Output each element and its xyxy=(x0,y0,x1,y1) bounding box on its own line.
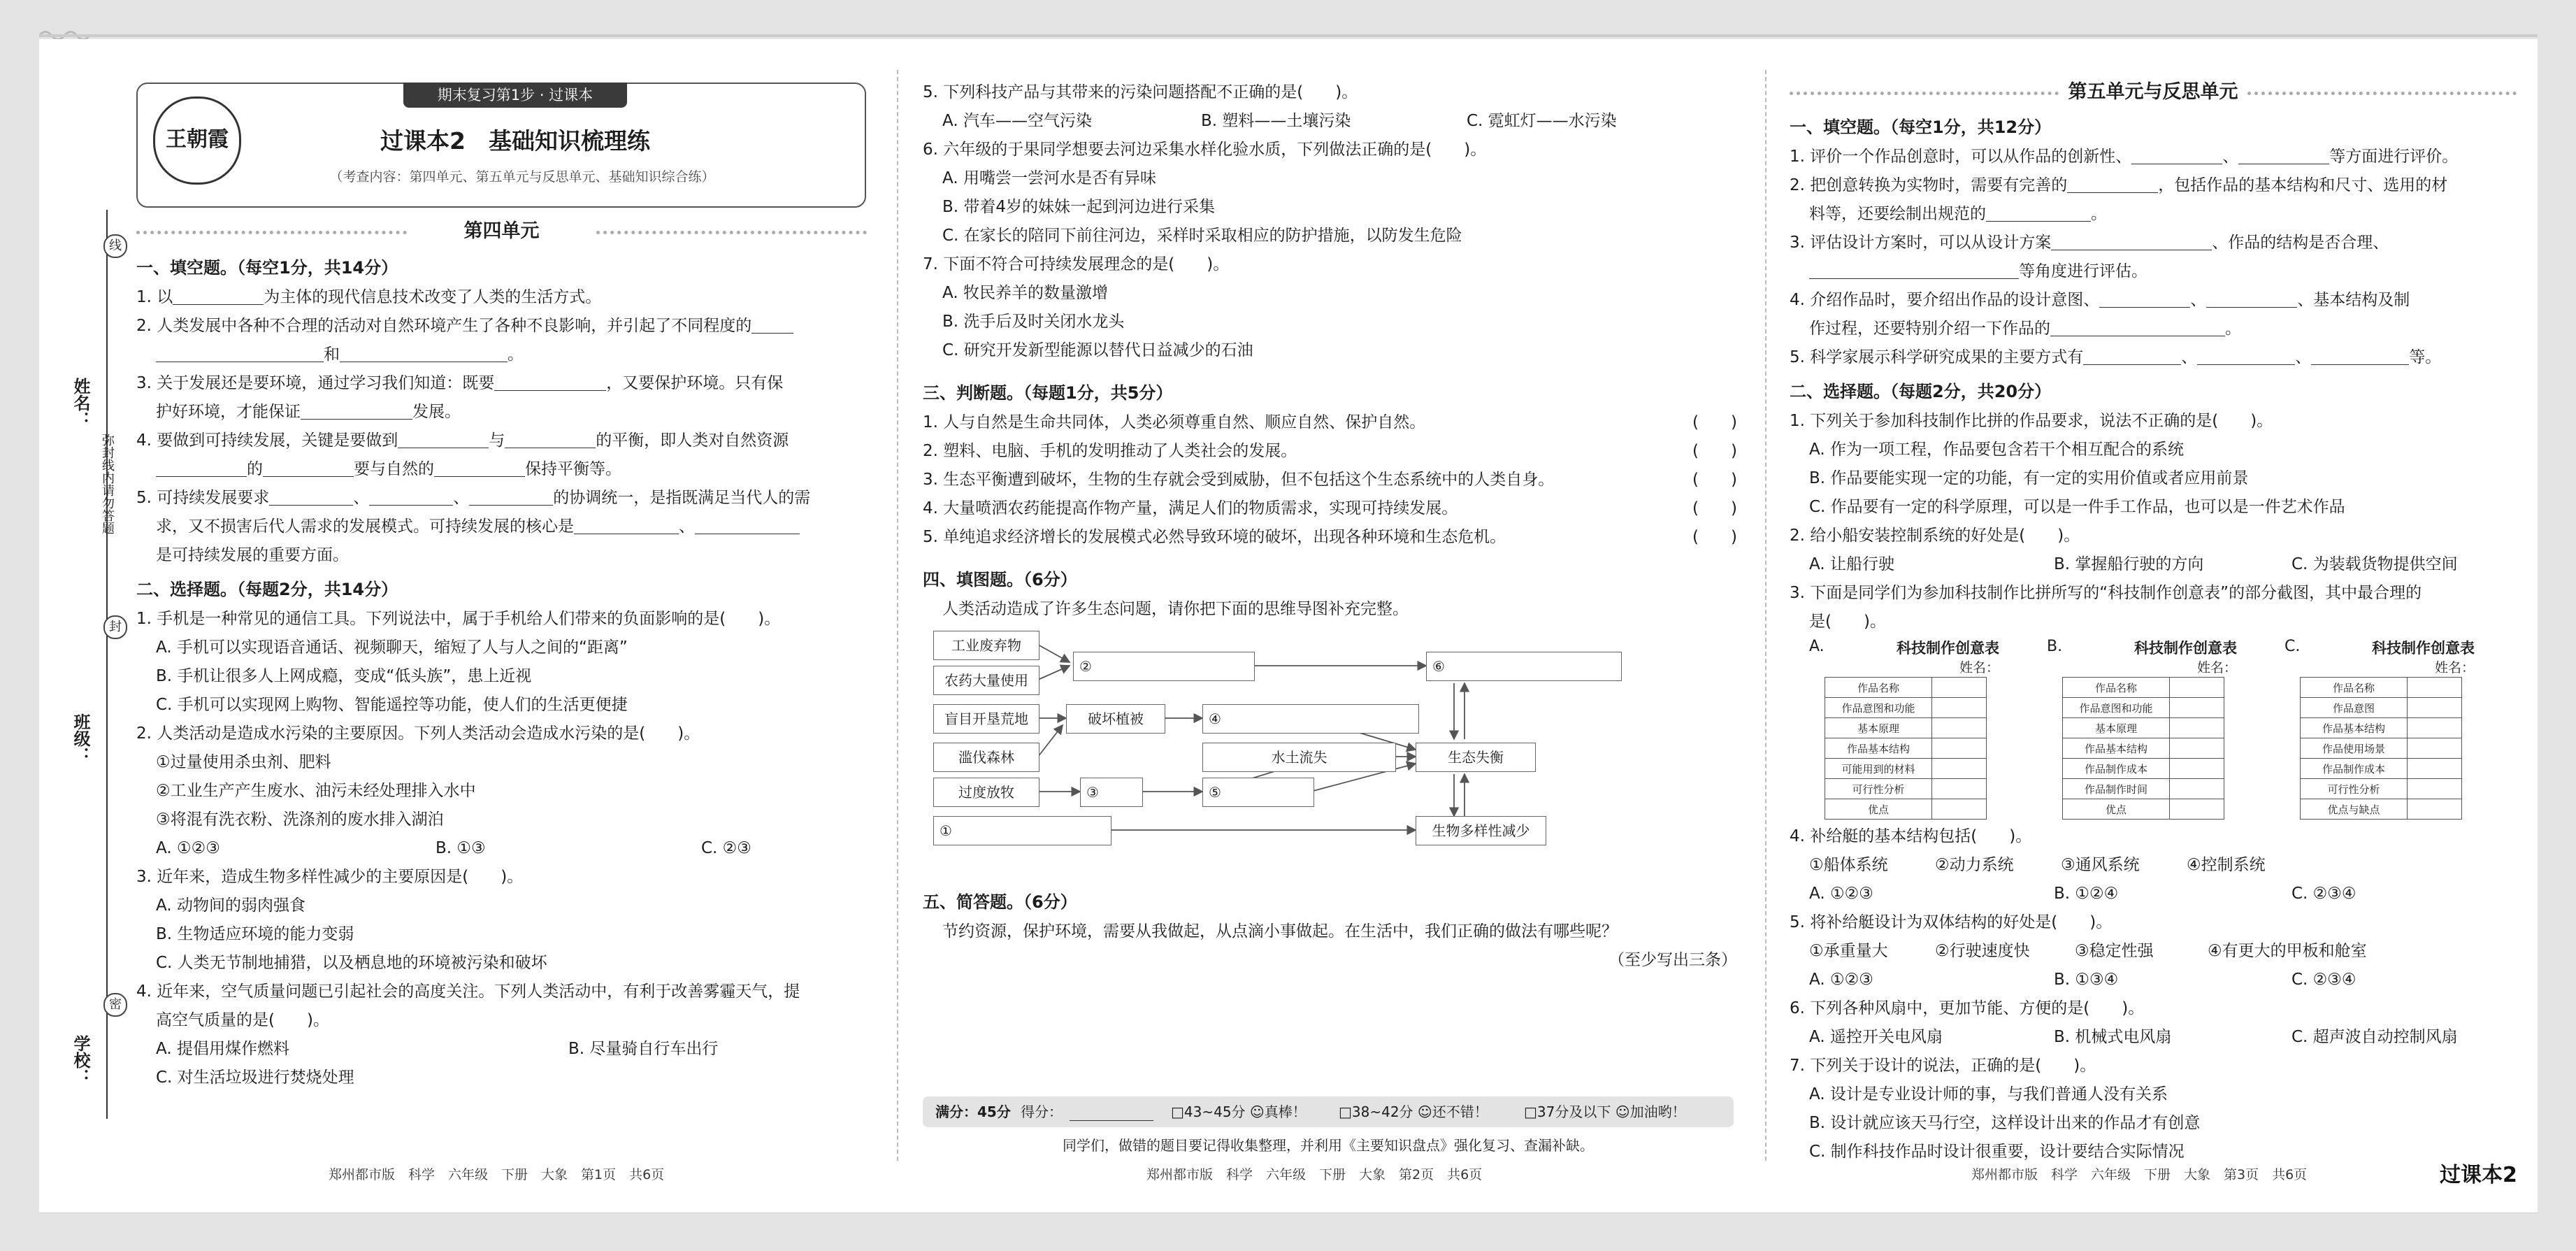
u5-q2-opt-b[interactable]: B. 掌握船行驶的方向 xyxy=(2054,555,2204,573)
u5-q1-opt-a[interactable]: A. 作为一项工程，作品要包含若干个相互配合的系统 xyxy=(1809,441,2184,459)
u5-q2-opt-c[interactable]: C. 为装载货物提供空间 xyxy=(2291,555,2458,573)
u4-fill-4b: 的 要与自然的 保持平衡等。 xyxy=(136,455,867,484)
mm-blind-reclaim: 盲目开垦荒地 xyxy=(933,704,1039,734)
seal-warning: 弥封线内请勿答题 xyxy=(100,434,115,534)
column-divider-2 xyxy=(1765,70,1766,1161)
u4-q7-opt-a[interactable]: A. 牧民养羊的数量激增 xyxy=(942,284,1108,302)
exam-scope-note: （考查内容：第四单元、第五单元与反思单元、基础知识综合练） xyxy=(329,169,715,185)
unit4-fill-heading: 一、填空题。（每空1分，共14分） xyxy=(136,258,398,278)
u4-q5-opt-b[interactable]: B. 塑料——土壤污染 xyxy=(1201,112,1351,130)
u5-q3: 3. 下面是同学们为参加科技制作比拼所写的“科技制作创意表”的部分截图，其中最合理的 xyxy=(1790,584,2422,602)
u4-q7: 7. 下面不符合可持续发展理念的是( )。 xyxy=(923,255,1230,273)
unit4-title: 第四单元 xyxy=(136,215,867,248)
u5-fill-4: 4. 介绍作品时，要介绍出作品的设计意图、 、 、基本结构及制 xyxy=(1790,286,2517,315)
short-answer-heading: 五、简答题。（6分） xyxy=(923,892,1077,912)
u4-q5-opt-a[interactable]: A. 汽车——空气污染 xyxy=(942,112,1092,130)
school-label: 学校： xyxy=(71,1035,90,1085)
footer-page-1: 郑州都市版 科学 六年级 下册 大象 第1页 共6页 xyxy=(329,1167,665,1182)
u5-q3-cont: 是( )。 xyxy=(1809,613,1886,631)
u5-q4-opt-c[interactable]: C. ②③④ xyxy=(2291,885,2356,903)
answer-blank[interactable] xyxy=(2197,346,2295,365)
answer-blank[interactable] xyxy=(2050,317,2225,336)
answer-blank[interactable] xyxy=(2311,346,2409,365)
mm-biodiversity-loss: 生物多样性减少 xyxy=(1416,816,1546,845)
u4-fill-2: 2. 人类发展中各种不合理的活动对自然环境产生了各种不良影响，并引起了不同程度的 xyxy=(136,312,867,341)
judge-1: 1. 人与自然是生命共同体，人类必须尊重自然、顺应自然、保护自然。 ( ) xyxy=(923,408,1737,437)
rating-43-45[interactable]: □43~45分 ☺真棒！ xyxy=(1171,1103,1307,1120)
table-b-grid: 作品名称 作品意图和功能 基本原理 作品基本结构 作品制作成本 作品制作时间 优点 xyxy=(2062,677,2224,820)
score-blank[interactable] xyxy=(1070,1102,1153,1121)
u4-q2: 2. 人类活动是造成水污染的主要原因。下列人类活动会造成水污染的是( )。 xyxy=(136,724,700,743)
answer-blank[interactable] xyxy=(434,458,525,477)
u4-q2-options xyxy=(136,834,867,863)
u4-q2-item-1: ①过量使用杀虫剂、肥料 xyxy=(156,753,331,771)
column-3 xyxy=(1790,76,2517,1166)
mm-destroy-vegetation: 破坏植被 xyxy=(1066,704,1165,734)
review-tip: 同学们，做错的题目要记得收集整理，并利用《主要知识盘点》强化复习、查漏补缺。 xyxy=(1063,1137,1594,1154)
u5-q7-opt-b[interactable]: B. 设计就应该天马行空，这样设计出来的作品才有创意 xyxy=(1809,1114,2201,1132)
u5-fill-3b: 等角度进行评估。 xyxy=(1790,257,2517,286)
unit5-choice-heading: 二、选择题。（每题2分，共20分） xyxy=(1790,382,2052,401)
mm-blank-5[interactable]: ⑤ xyxy=(1202,778,1314,807)
u4-q4: 4. 近年来，空气质量问题已引起社会的高度关注。下列人类活动中，有利于改善雾霾天气，提 xyxy=(136,982,800,1001)
mm-blank-1[interactable]: ① xyxy=(933,816,1111,845)
page-header xyxy=(136,83,866,208)
u5-q4: 4. 补给艇的基本结构包括( )。 xyxy=(1790,827,2032,845)
answer-blank[interactable] xyxy=(2051,231,2212,250)
answer-blank[interactable] xyxy=(1809,260,2019,279)
answer-blank[interactable] xyxy=(263,458,354,477)
u4-q4-opt-b[interactable]: B. 尽量骑自行车出行 xyxy=(568,1040,719,1058)
u4-q3-opt-a[interactable]: A. 动物间的弱肉强食 xyxy=(156,896,305,915)
answer-blank[interactable] xyxy=(2067,174,2158,193)
answer-blank[interactable] xyxy=(269,487,353,506)
answer-blank[interactable] xyxy=(751,315,793,334)
answer-blank[interactable] xyxy=(2083,346,2181,365)
mm-industrial-waste: 工业废弃物 xyxy=(933,631,1039,660)
mm-eco-imbalance: 生态失衡 xyxy=(1416,743,1536,772)
page-title: 过课本2 基础知识梳理练 xyxy=(380,127,650,155)
answer-blank[interactable] xyxy=(2206,289,2297,308)
creative-table-b[interactable] xyxy=(2027,638,2237,820)
judge-answer-paren[interactable]: ( ) xyxy=(1692,499,1737,517)
table-a-grid: 作品名称 作品意图和功能 基本原理 作品基本结构 可能用到的材料 可行性分析 优点 xyxy=(1825,677,1987,820)
table-a-option: A. xyxy=(1809,638,1825,655)
u5-q6-opt-b[interactable]: B. 机械式电风扇 xyxy=(2054,1028,2172,1046)
u5-q5-opt-c[interactable]: C. ②③④ xyxy=(2291,971,2356,989)
table-c-name: 姓名： xyxy=(2434,660,2475,675)
u5-q6-options xyxy=(1790,1023,2517,1052)
footer-page-2: 郑州都市版 科学 六年级 下册 大象 第2页 共6页 xyxy=(1146,1167,1483,1182)
seal-char-line: 线 xyxy=(103,234,127,258)
u5-q5-opt-b[interactable]: B. ①③④ xyxy=(2054,971,2119,989)
u5-q4-items: ①船体系统 ②动力系统 ③通风系统 ④控制系统 xyxy=(1809,856,2266,874)
u5-q2: 2. 给小船安装控制系统的好处是( )。 xyxy=(1790,527,2080,545)
u4-q6-opt-a[interactable]: A. 用嘴尝一尝河水是否有异味 xyxy=(942,169,1156,187)
u4-fill-2b: 和 。 xyxy=(136,341,867,369)
answer-blank[interactable] xyxy=(505,429,596,448)
table-a-name: 姓名： xyxy=(1959,660,1999,675)
table-c-grid: 作品名称 作品意图 作品基本结构 作品使用场景 作品制作成本 可行性分析 优点与缺点 xyxy=(2300,677,2462,820)
judge-answer-paren[interactable]: ( ) xyxy=(1692,442,1737,460)
u5-q4-opt-b[interactable]: B. ①②④ xyxy=(2054,885,2119,903)
u5-q7-opt-a[interactable]: A. 设计是专业设计师的事，与我们普通人没有关系 xyxy=(1809,1085,2168,1103)
u4-q1: 1. 手机是一种常见的通信工具。下列说法中，属于手机给人们带来的负面影响的是( )。 xyxy=(136,610,781,628)
u4-q4-options xyxy=(136,1035,867,1064)
mm-soil-erosion: 水土流失 xyxy=(1202,743,1396,772)
u5-q5-opt-a[interactable]: A. ①②③ xyxy=(1809,971,1873,989)
rating-38-42[interactable]: □38~42分 ☺还不错！ xyxy=(1339,1103,1488,1120)
u5-q7: 7. 下列关于设计的说法，正确的是( )。 xyxy=(1790,1057,2096,1075)
u4-q6-opt-c[interactable]: C. 在家长的陪同下前往河边，采样时采取相应的防护措施，以防发生危险 xyxy=(942,227,1462,245)
u5-q7-opt-c[interactable]: C. 制作科技作品时设计很重要，设计要结合实际情况 xyxy=(1809,1143,2185,1161)
short-answer-note: （至少写出三条） xyxy=(1609,951,1737,969)
name-label: 姓名： xyxy=(71,378,90,428)
mm-blank-3[interactable]: ③ xyxy=(1080,778,1143,807)
u5-q1-opt-b[interactable]: B. 作品要能实现一定的功能，有一定的实用价值或者应用前景 xyxy=(1809,469,2249,487)
u4-q2-opt-b[interactable]: B. ①③ xyxy=(436,839,486,857)
full-score: 满分：45分 xyxy=(935,1103,1011,1120)
rating-below-37[interactable]: □37分及以下 ☺加油哟！ xyxy=(1524,1103,1686,1120)
u4-q4-opt-a[interactable]: A. 提倡用煤作燃料 xyxy=(156,1040,289,1058)
judge-2: 2. 塑料、电脑、手机的发明推动了人类社会的发展。 ( ) xyxy=(923,437,1737,466)
answer-blank[interactable] xyxy=(2131,145,2222,164)
judge-answer-paren[interactable]: ( ) xyxy=(1692,528,1737,546)
u4-fill-5c: 是可持续发展的重要方面。 xyxy=(156,546,349,564)
u4-q4-opt-c[interactable]: C. 对生活垃圾进行焚烧处理 xyxy=(156,1068,354,1087)
u5-q6-opt-c[interactable]: C. 超声波自动控制风扇 xyxy=(2291,1028,2458,1046)
mindmap-desc: 人类活动造成了许多生态问题，请你把下面的思维导图补充完整。 xyxy=(942,600,1409,618)
logo-text: 王朝霞 xyxy=(166,127,229,152)
answer-blank[interactable] xyxy=(695,515,800,534)
score-label: 得分： xyxy=(1021,1103,1063,1120)
table-c-title: 科技制作创意表 xyxy=(2372,640,2475,657)
u4-q5-opt-c[interactable]: C. 霓虹灯——水污染 xyxy=(1467,112,1617,130)
mm-pesticide: 农药大量使用 xyxy=(933,666,1039,695)
answer-blank[interactable] xyxy=(156,343,324,362)
u4-q6: 6. 六年级的于果同学想要去河边采集水样化验水质，下列做法正确的是( )。 xyxy=(923,141,1487,159)
creative-table-c[interactable] xyxy=(2265,638,2475,820)
table-c-option: C. xyxy=(2284,638,2301,655)
u4-q7-opt-b[interactable]: B. 洗手后及时关闭水龙头 xyxy=(942,313,1125,331)
u4-fill-4: 4. 要做到可持续发展，关键是要做到 与 的平衡，即人类对自然资源 xyxy=(136,427,867,455)
u4-q2-item-3: ③将混有洗衣粉、洗涤剂的废水排入湖泊 xyxy=(156,810,444,829)
u5-q1: 1. 下列关于参加科技制作比拼的作品要求，说法不正确的是( )。 xyxy=(1790,412,2273,430)
unit5-title: 第五单元与反思单元 xyxy=(1790,76,2517,109)
answer-blank[interactable] xyxy=(469,487,553,506)
u5-q4-opt-a[interactable]: A. ①②③ xyxy=(1809,885,1873,903)
u5-q5: 5. 将补给艇设计为双体结构的好处是( )。 xyxy=(1790,913,2113,931)
answer-blank[interactable] xyxy=(2099,289,2190,308)
column-divider-1 xyxy=(897,70,898,1161)
answer-blank[interactable] xyxy=(340,343,508,362)
u4-q7-opt-c[interactable]: C. 研究开发新型能源以替代日益减少的石油 xyxy=(942,341,1253,359)
u5-q3-tables xyxy=(1790,638,2517,820)
u5-fill-2: 2. 把创意转换为实物时，需要有完善的 ，包括作品的基本结构和尺寸、选用的材 xyxy=(1790,171,2517,200)
mindmap-heading: 四、填图题。（6分） xyxy=(923,570,1077,589)
judge-5: 5. 单纯追求经济增长的发展模式必然导致环境的破坏，出现各种环境和生态危机。 ( ) xyxy=(923,523,1737,552)
u4-fill-5: 5. 可持续发展要求 、 、 的协调统一，是指既满足当代人的需 xyxy=(136,484,867,513)
creative-table-a[interactable] xyxy=(1790,638,1999,820)
judge-answer-paren[interactable]: ( ) xyxy=(1692,471,1737,489)
u4-q5: 5. 下列科技产品与其带来的污染问题搭配不正确的是( )。 xyxy=(923,83,1358,101)
unit4-choice-heading: 二、选择题。（每题2分，共14分） xyxy=(136,580,398,599)
answer-blank[interactable] xyxy=(398,429,489,448)
u4-q2-item-2: ②工业生产产生废水、油污未经处理排入水中 xyxy=(156,782,476,800)
u5-q5-items: ①承重量大 ②行驶速度快 ③稳定性强 ④有更大的甲板和舱室 xyxy=(1809,942,2367,960)
u4-q3-opt-c[interactable]: C. 人类无节制地捕猎，以及栖息地的环境被污染和破坏 xyxy=(156,954,547,972)
mm-blank-2[interactable]: ② xyxy=(1073,652,1255,681)
judge-4: 4. 大量喷洒农药能提高作物产量，满足人们的物质需求，实现可持续发展。 ( ) xyxy=(923,494,1737,523)
u4-q2-opt-a[interactable]: A. ①②③ xyxy=(156,839,220,857)
u5-q5-options xyxy=(1790,966,2517,994)
table-b-title: 科技制作创意表 xyxy=(2134,640,2237,657)
seal-char-secret: 密 xyxy=(103,993,127,1017)
u5-fill-2b: 料等，还要绘制出规范的 。 xyxy=(1790,200,2517,229)
column-2 xyxy=(923,78,1737,975)
u4-q2-opt-c[interactable]: C. ②③ xyxy=(701,839,751,857)
u4-q1-opt-c[interactable]: C. 手机可以实现网上购物、智能遥控等功能，使人们的生活更便捷 xyxy=(156,696,628,714)
short-answer-question: 节约资源，保护环境，需要从我做起，从点滴小事做起。在生活中，我们正确的做法有哪些呢？ xyxy=(942,922,1618,941)
u4-q4-cont: 高空气质量的是( )。 xyxy=(156,1011,329,1029)
u5-q2-opt-a[interactable]: A. 让船行驶 xyxy=(1809,555,1894,573)
unit5-fill-heading: 一、填空题。（每空1分，共12分） xyxy=(1790,117,2052,137)
judge-3: 3. 生态平衡遭到破坏，生物的生存就会受到威胁，但不包括这个生态系统中的人类自身。 ( ) xyxy=(923,466,1737,494)
u5-fill-3: 3. 评估设计方案时，可以从设计方案 、作品的结构是否合理、 xyxy=(1790,229,2517,257)
u4-q3: 3. 近年来，造成生物多样性减少的主要原因是( )。 xyxy=(136,868,524,886)
mm-overgrazing: 过度放牧 xyxy=(933,778,1039,807)
footer-page-3: 郑州都市版 科学 六年级 下册 大象 第3页 共6页 xyxy=(1971,1167,2308,1182)
u4-fill-3: 3. 关于发展还是要环境，通过学习我们知道：既要 ，又要保护环境。只有保 xyxy=(136,369,867,398)
u5-fill-4b: 作过程，还要特别介绍一下作品的 。 xyxy=(1790,315,2517,343)
binding-sidebar xyxy=(56,210,140,1154)
score-bar xyxy=(923,1096,1734,1127)
table-a-title: 科技制作创意表 xyxy=(1897,640,1999,657)
mm-blank-6[interactable]: ⑥ xyxy=(1426,652,1622,681)
table-b-option: B. xyxy=(2047,638,2063,655)
answer-blank[interactable] xyxy=(1986,203,2091,222)
u4-q3-opt-b[interactable]: B. 生物适应环境的能力变弱 xyxy=(156,925,354,943)
answer-blank[interactable] xyxy=(156,458,247,477)
judge-answer-paren[interactable]: ( ) xyxy=(1692,413,1737,431)
u4-q1-opt-b[interactable]: B. 手机让很多人上网成瘾，变成“低头族”，患上近视 xyxy=(156,667,532,685)
u5-q6-opt-a[interactable]: A. 遥控开关电风扇 xyxy=(1809,1028,1943,1046)
u5-q4-options xyxy=(1790,880,2517,908)
judge-heading: 三、判断题。（每题1分，共5分） xyxy=(923,383,1173,403)
answer-blank[interactable] xyxy=(2238,145,2329,164)
u4-fill-3b: 护好环境，才能保证 发展。 xyxy=(136,398,867,427)
mm-deforestation: 滥伐森林 xyxy=(933,743,1039,772)
answer-blank[interactable] xyxy=(574,515,679,534)
u4-q6-opt-b[interactable]: B. 带着4岁的妹妹一起到河边进行采集 xyxy=(942,198,1216,216)
u5-q6: 6. 下列各种风扇中，更加节能、方便的是( )。 xyxy=(1790,999,2145,1017)
u5-fill-1: 1. 评价一个作品创意时，可以从作品的创新性、 、 等方面进行评价。 xyxy=(1790,143,2517,171)
u4-q5-options xyxy=(923,107,1737,136)
column-1 xyxy=(136,83,867,1092)
u5-q1-opt-c[interactable]: C. 作品要有一定的科学原理，可以是一件手工作品，也可以是一件艺术作品 xyxy=(1809,498,2345,516)
mindmap-diagram xyxy=(933,631,1632,882)
class-label: 班级： xyxy=(71,713,90,764)
sidebar-line xyxy=(106,210,108,1119)
seal-char-seal: 封 xyxy=(103,615,127,639)
u5-q2-options xyxy=(1790,550,2517,579)
u4-q1-opt-a[interactable]: A. 手机可以实现语音通话、视频聊天，缩短了人与人之间的“距离” xyxy=(156,638,628,657)
table-b-name: 姓名： xyxy=(2196,660,2237,675)
answer-blank[interactable] xyxy=(494,372,606,391)
answer-blank[interactable] xyxy=(369,487,453,506)
footer-badge: 过课本2 xyxy=(2440,1163,2517,1187)
answer-blank[interactable] xyxy=(301,401,412,420)
header-banner: 期末复习第1步 · 过课本 xyxy=(403,83,627,108)
u5-fill-5: 5. 科学家展示科学研究成果的主要方式有 、 、 等。 xyxy=(1790,343,2517,372)
answer-blank[interactable] xyxy=(173,286,264,305)
mm-blank-4[interactable]: ④ xyxy=(1202,704,1419,734)
u4-fill-1: 1. 以 为主体的现代信息技术改变了人类的生活方式。 xyxy=(136,283,867,312)
u4-fill-5b: 求，又不损害后代人需求的发展模式。可持续发展的核心是 、 xyxy=(136,513,867,541)
